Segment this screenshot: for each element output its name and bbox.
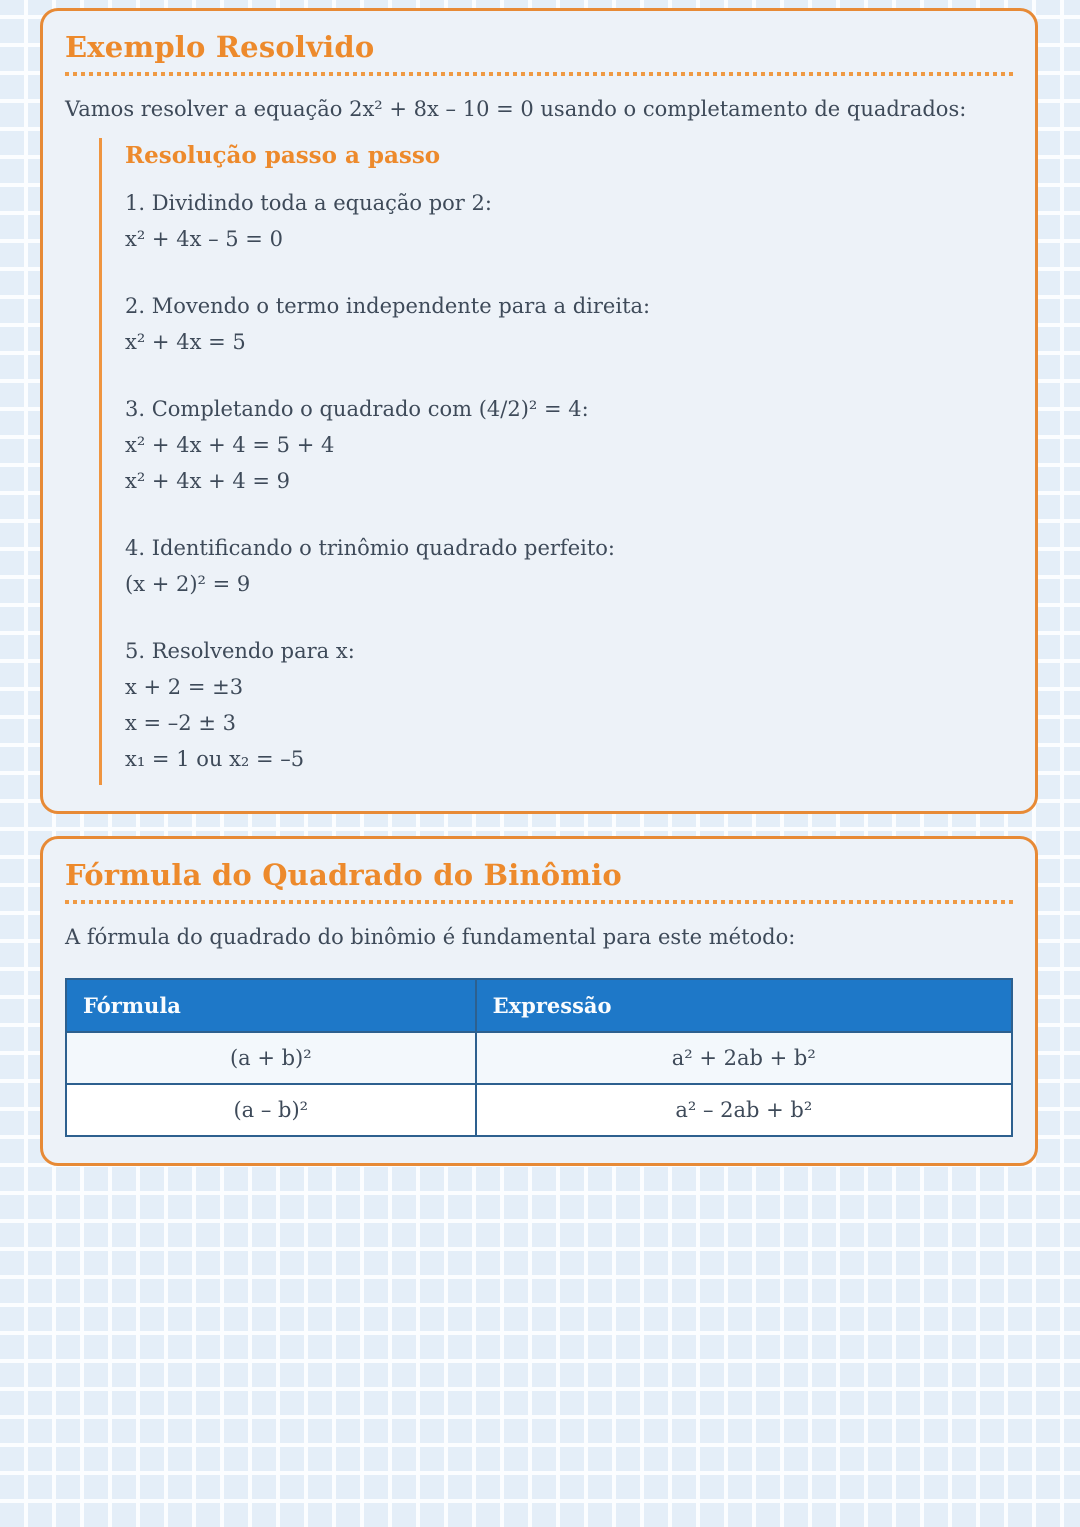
table-header-row	[66, 979, 1012, 1032]
example-card-title: Exemplo Resolvido	[65, 30, 375, 64]
title-dotted-underline	[65, 900, 1013, 904]
step-label: 1. Dividindo toda a equação por 2:	[125, 191, 492, 215]
step-label: 3. Completando o quadrado com (4/2)² = 4:	[125, 397, 589, 421]
example-card	[40, 8, 1038, 814]
step-label: 4. Identificando o trinômio quadrado perfeito:	[125, 536, 615, 560]
title-dotted-underline	[65, 72, 1013, 76]
step-group-5	[125, 633, 1013, 777]
step-equation: x² + 4x + 4 = 9	[125, 469, 291, 493]
step-equation: x = –2 ± 3	[125, 711, 236, 735]
formula-cell: (a + b)²	[66, 1032, 476, 1084]
step-label: 2. Movendo o termo independente para a direita:	[125, 294, 651, 318]
step-group-4	[125, 530, 1013, 602]
steps-heading: Resolução passo a passo	[125, 142, 441, 169]
formula-card	[40, 836, 1038, 1166]
step-group-3	[125, 391, 1013, 499]
expression-cell: a² + 2ab + b²	[476, 1032, 1012, 1084]
step-group-1	[125, 185, 1013, 257]
formula-cell: (a – b)²	[66, 1084, 476, 1136]
steps-block	[99, 138, 1013, 785]
column-header-expressao: Expressão	[476, 979, 1012, 1032]
formula-intro-text: A fórmula do quadrado do binômio é fundamental para este método:	[65, 925, 796, 949]
step-equation: x² + 4x = 5	[125, 330, 246, 354]
formula-card-title: Fórmula do Quadrado do Binômio	[65, 858, 622, 892]
step-equation: x₁ = 1 ou x₂ = –5	[125, 747, 305, 771]
formula-table	[65, 978, 1013, 1137]
table-row	[66, 1084, 1012, 1136]
step-equation: x² + 4x – 5 = 0	[125, 227, 283, 251]
column-header-formula: Fórmula	[66, 979, 476, 1032]
step-equation: (x + 2)² = 9	[125, 572, 251, 596]
table-row	[66, 1032, 1012, 1084]
step-equation: x + 2 = ±3	[125, 675, 244, 699]
step-group-2	[125, 288, 1013, 360]
step-label: 5. Resolvendo para x:	[125, 639, 355, 663]
expression-cell: a² – 2ab + b²	[476, 1084, 1012, 1136]
example-intro-text: Vamos resolver a equação 2x² + 8x – 10 = 0 usando o completamento de quadrados:	[65, 97, 967, 121]
step-equation: x² + 4x + 4 = 5 + 4	[125, 433, 335, 457]
